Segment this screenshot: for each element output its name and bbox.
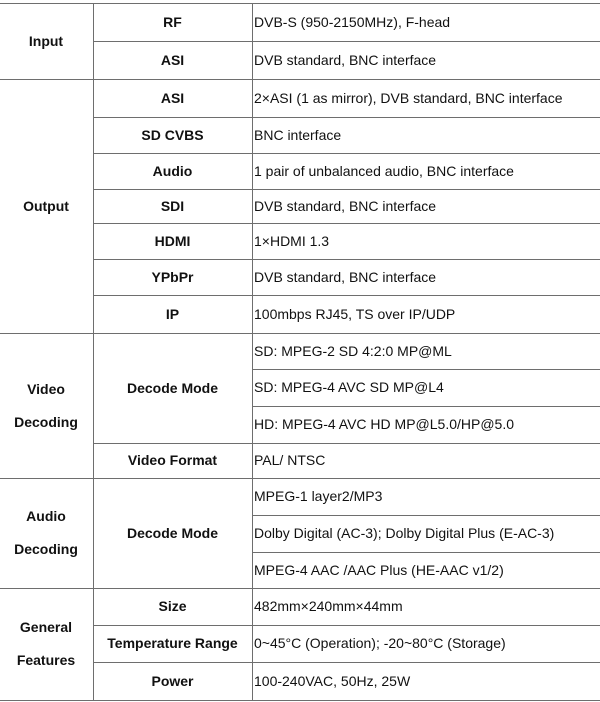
spec-group-label: General Features [16,619,76,668]
spec-value: DVB standard, BNC interface [254,269,437,285]
spec-param-label: Temperature Range [107,635,238,651]
spec-value: DVB standard, BNC interface [254,198,437,214]
spec-group-label: Video Decoding [14,380,78,430]
spec-param-label: Video Format [127,452,218,468]
spec-value: 482mm×240mm×44mm [254,598,403,614]
spec-param-label: ASI [160,52,185,68]
spec-value: 100-240VAC, 50Hz, 25W [254,673,411,689]
spec-param-label: ASI [160,90,185,106]
column-divider [93,3,94,701]
spec-value: 0~45°C (Operation); -20~80°C (Storage) [254,635,506,651]
spec-param-label: Decode Mode [126,380,218,396]
spec-value: PAL/ NTSC [254,452,326,468]
spec-param-label: HDMI [154,233,191,249]
spec-param-label: Audio [152,163,193,179]
spec-param-label: RF [163,14,182,30]
spec-param-label: SDI [160,198,185,214]
spec-group-label: Output [23,197,69,214]
spec-value: 100mbps RJ45, TS over IP/UDP [254,306,456,322]
spec-param-label: Power [151,673,194,689]
spec-value: DVB standard, BNC interface [254,52,437,68]
spec-value: MPEG-1 layer2/MP3 [254,488,383,504]
spec-value: BNC interface [254,127,342,143]
spec-param-label: Decode Mode [126,525,218,541]
spec-param-label: YPbPr [151,269,194,285]
spec-param-label: IP [165,306,180,322]
spec-value: 2×ASI (1 as mirror), DVB standard, BNC interface [254,90,563,106]
spec-group-label: Input [28,32,64,49]
spec-group-label: Audio Decoding [14,508,78,557]
spec-value: SD: MPEG-4 AVC SD MP@L4 [254,379,444,395]
spec-value: DVB-S (950-2150MHz), F-head [254,14,451,30]
row-divider [0,700,600,701]
spec-value: Dolby Digital (AC-3); Dolby Digital Plus (E-AC-3) [254,525,555,541]
spec-value: SD: MPEG-2 SD 4:2:0 MP@ML [254,343,452,359]
spec-param-label: SD CVBS [141,127,204,143]
spec-value: 1×HDMI 1.3 [254,233,330,249]
spec-param-label: Size [158,598,187,614]
spec-value: MPEG-4 AAC /AAC Plus (HE-AAC v1/2) [254,562,504,578]
column-divider [252,3,253,701]
spec-value: 1 pair of unbalanced audio, BNC interface [254,163,514,179]
spec-value: HD: MPEG-4 AVC HD MP@L5.0/HP@5.0 [254,416,515,432]
